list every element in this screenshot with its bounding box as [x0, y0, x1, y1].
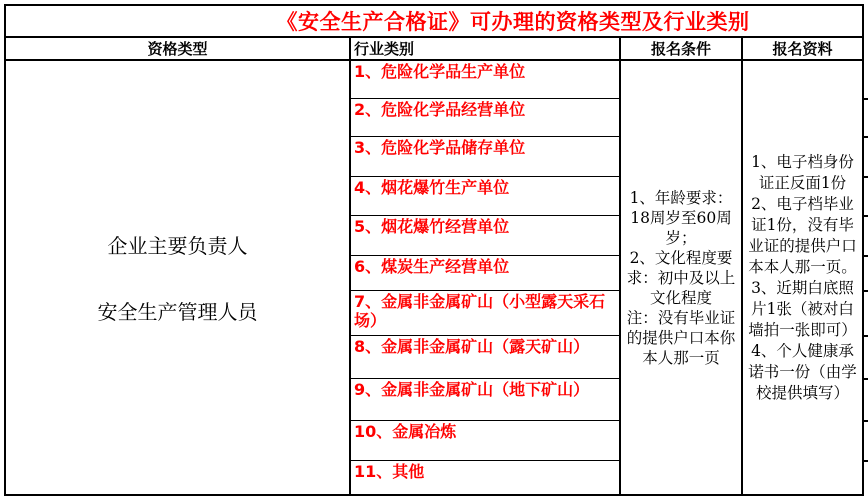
- right-edge-tick: [862, 420, 868, 422]
- right-edge-tick: [862, 136, 868, 138]
- condition-line: 1、年龄要求：18周岁至60周岁；: [629, 188, 733, 247]
- material-line: 3、近期白底照片1张（被对白墙拍一张即可）: [748, 278, 857, 339]
- industry-row: 8、金属非金属矿山（露天矿山）: [351, 336, 619, 379]
- registration-materials-cell: [743, 61, 862, 494]
- industry-row: 2、危险化学品经营单位: [351, 99, 619, 137]
- header-industry-category: 行业类别: [351, 38, 621, 59]
- right-edge-tick: [862, 215, 868, 217]
- industry-category-cell: [351, 61, 621, 494]
- industry-row: 11、其他: [354, 462, 425, 481]
- industry-row: 4、烟花爆竹生产单位: [351, 177, 619, 216]
- industry-row: 3、危险化学品储存单位: [351, 137, 619, 177]
- registration-conditions-cell: [621, 61, 743, 494]
- material-line: 2、电子档毕业证1份，没有毕业证的提供户口本本人那一页。: [748, 194, 857, 276]
- header-registration-materials: 报名资料: [772, 40, 833, 58]
- header-qualification-type: 资格类型: [6, 38, 351, 59]
- qualification-table: [4, 4, 864, 496]
- condition-line: 2、文化程度要求：初中及以上文化程度: [626, 248, 736, 307]
- industry-row: 9、金属非金属矿山（地下矿山）: [351, 379, 619, 421]
- right-edge-tick: [862, 255, 868, 257]
- industry-row: 1、危险化学品生产单位: [351, 61, 619, 99]
- condition-line: 注：没有毕业证的提供户口本你本人那一页: [626, 308, 736, 367]
- industry-row: 5、烟花爆竹经营单位: [351, 216, 619, 256]
- industry-row: 10、金属冶炼: [351, 421, 619, 461]
- right-edge-tick: [862, 460, 868, 462]
- industry-row: 7、金属非金属矿山（小型露天采石场）: [351, 291, 619, 336]
- material-line: 1、电子档身份证正反面1份: [751, 152, 854, 192]
- right-edge-tick: [862, 335, 868, 337]
- right-edge-tick: [862, 378, 868, 380]
- qualification-type-cell: [6, 61, 351, 494]
- industry-row: 6、煤炭生产经营单位: [351, 256, 619, 291]
- page-title: 《安全生产合格证》可办理的资格类型及行业类别: [276, 9, 750, 34]
- table-title-row: [6, 6, 862, 38]
- right-edge-tick: [862, 176, 868, 178]
- header-registration-conditions: 报名条件: [621, 38, 743, 59]
- qualification-type-line: 安全生产管理人员: [97, 300, 258, 324]
- table-body: [6, 61, 862, 494]
- right-edge-tick: [862, 290, 868, 292]
- material-line: 4、个人健康承诺书一份（由学校提供填写）: [748, 341, 857, 402]
- right-edge-tick: [862, 98, 868, 100]
- table-header-row: [6, 38, 862, 61]
- qualification-type-line: 企业主要负责人: [107, 234, 248, 258]
